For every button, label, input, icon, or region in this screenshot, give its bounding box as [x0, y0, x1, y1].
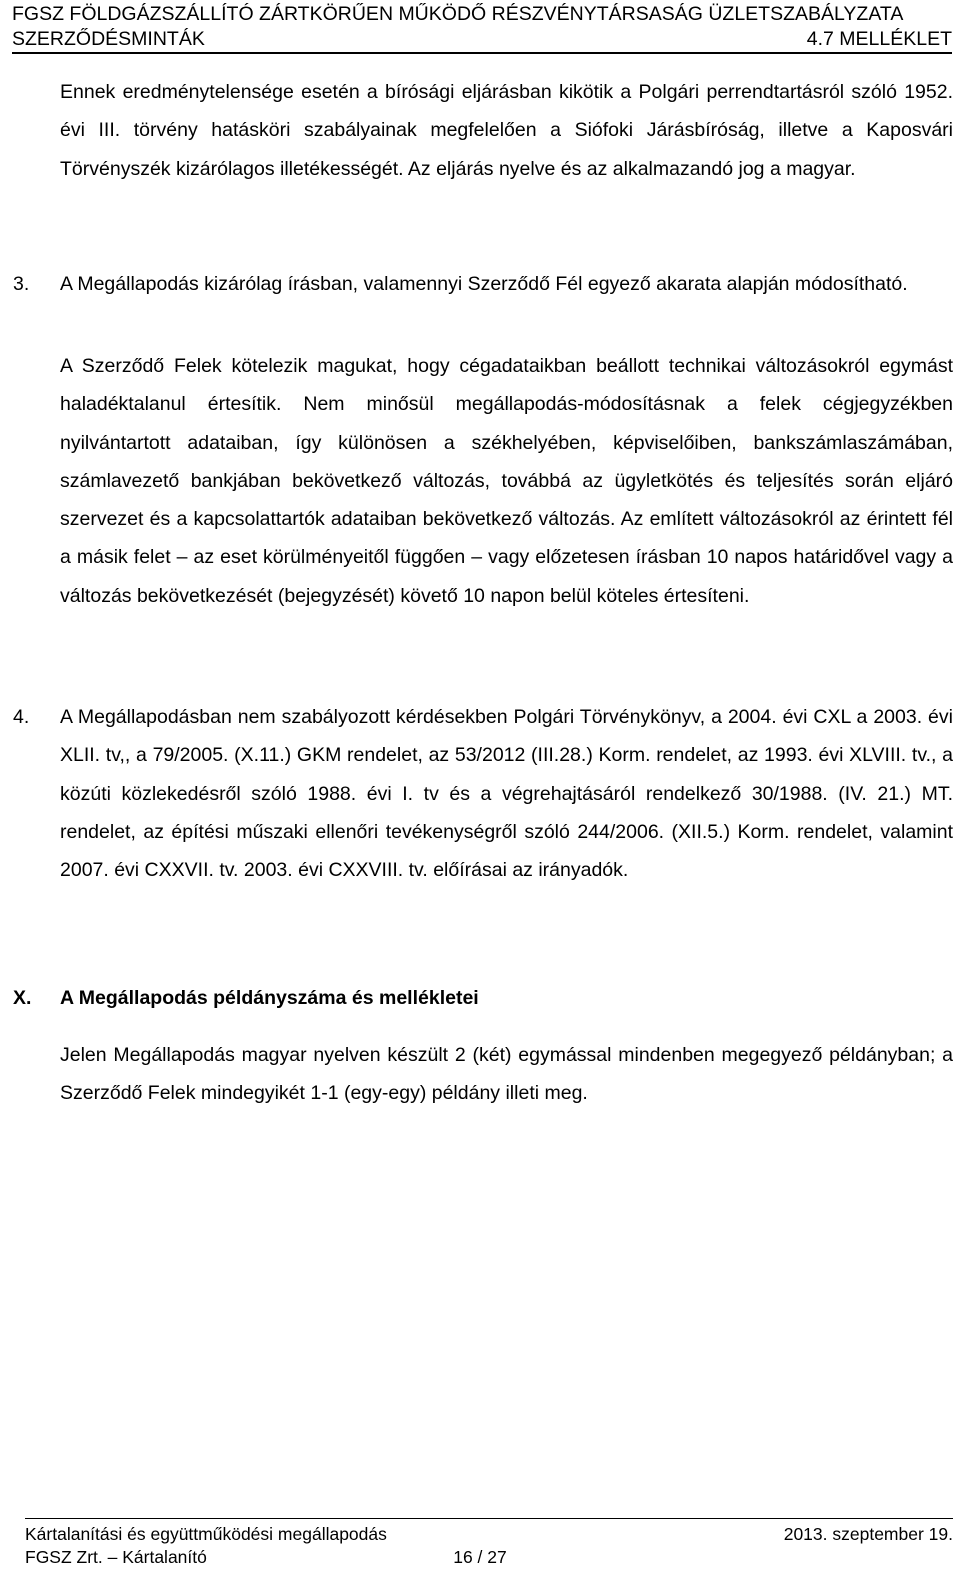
item-3-number: 3.: [13, 273, 30, 295]
footer-party: FGSZ Zrt. – Kártalanító: [25, 1547, 207, 1567]
item-4: [13, 698, 953, 889]
intro-text: Ennek eredménytelensége esetén a bírósági eljárásban kikötik a Polgári perrendtartásról szóló 1952. évi III. törvény hatásköri szabályainak megfelelően a Siófoki Járásbíróság, illetve a Kaposvári Törvényszék kizárólagos illetékességét. Az eljárás nyelve és az alkalmazandó jog a magyar.: [60, 81, 953, 180]
item-3-paragraph-2: [60, 347, 953, 615]
section-x-number: X.: [13, 987, 32, 1009]
header-title: FGSZ FÖLDGÁZSZÁLLÍTÓ ZÁRTKÖRŰEN MŰKÖDŐ RÉSZVÉNYTÁRSASÁG ÜZLETSZABÁLYZATA: [12, 3, 904, 25]
section-x-paragraph: [60, 1036, 953, 1113]
page-number: 16 / 27: [453, 1547, 507, 1567]
header-annex: 4.7 MELLÉKLET: [806, 28, 952, 50]
header-section: SZERZŐDÉSMINTÁK: [12, 28, 205, 50]
footer-divider: [25, 1518, 953, 1519]
item-3-paragraph-2-text: A Szerződő Felek kötelezik magukat, hogy cégadataikban beállott technikai változásokról egymást haladéktalanul értesítik. Nem minősül megállapodás-módosításnak a felek cégjegyzékben nyilvántartott adataiban, így különösen a székhelyében, képviselőiben, bankszámlaszámában, számlavezető bankjában bekövetkező változás, továbbá az ügyletkötés és teljesítés során eljáró szervezet és a kapcsolattartók adataiban bekövetkező változás. Az említett változásokról az érintett fél a másik felet – az eset körülményeitől függően – vagy előzetesen írásban 10 napos határidővel vagy a változás bekövetkezését (bejegyzését) követő 10 napon belül köteles értesíteni.: [60, 355, 953, 607]
item-3-text: A Megállapodás kizárólag írásban, valamennyi Szerződő Fél egyező akarata alapján módosítható.: [60, 273, 908, 295]
item-4-text: A Megállapodásban nem szabályozott kérdésekben Polgári Törvénykönyv, a 2004. évi CXL a 2003. évi XLII. tv,, a 79/2005. (X.11.) GKM rendelet, az 53/2012 (III.28.) Korm. rendelet, az 1993. évi XLVIII. tv., a közúti közlekedésről szóló 1988. évi I. tv és a végrehajtásáról rendelkező 30/1988. (IV. 21.) MT. rendelet, az építési műszaki ellenőri tevékenységről szóló 244/2006. (XII.5.) Korm. rendelet, valamint 2007. évi CXXVII. tv. 2003. évi CXXVIII. tv. előírásai az irányadók.: [60, 706, 953, 882]
section-x-title: A Megállapodás példányszáma és mellékletei: [60, 987, 479, 1009]
footer-date: 2013. szeptember 19.: [783, 1524, 953, 1544]
item-4-number: 4.: [13, 706, 30, 728]
section-x-heading: [13, 979, 953, 1017]
footer-doc-title: Kártalanítási és együttműködési megállapodás: [25, 1524, 387, 1544]
item-3: [13, 265, 953, 303]
intro-paragraph: [60, 73, 953, 188]
section-x-text: Jelen Megállapodás magyar nyelven készült 2 (két) egymással mindenben megegyező példányban; a Szerződő Felek mindegyikét 1-1 (egy-egy) példány illeti meg.: [60, 1044, 953, 1105]
page-header: [12, 2, 952, 52]
header-divider: [12, 52, 952, 54]
